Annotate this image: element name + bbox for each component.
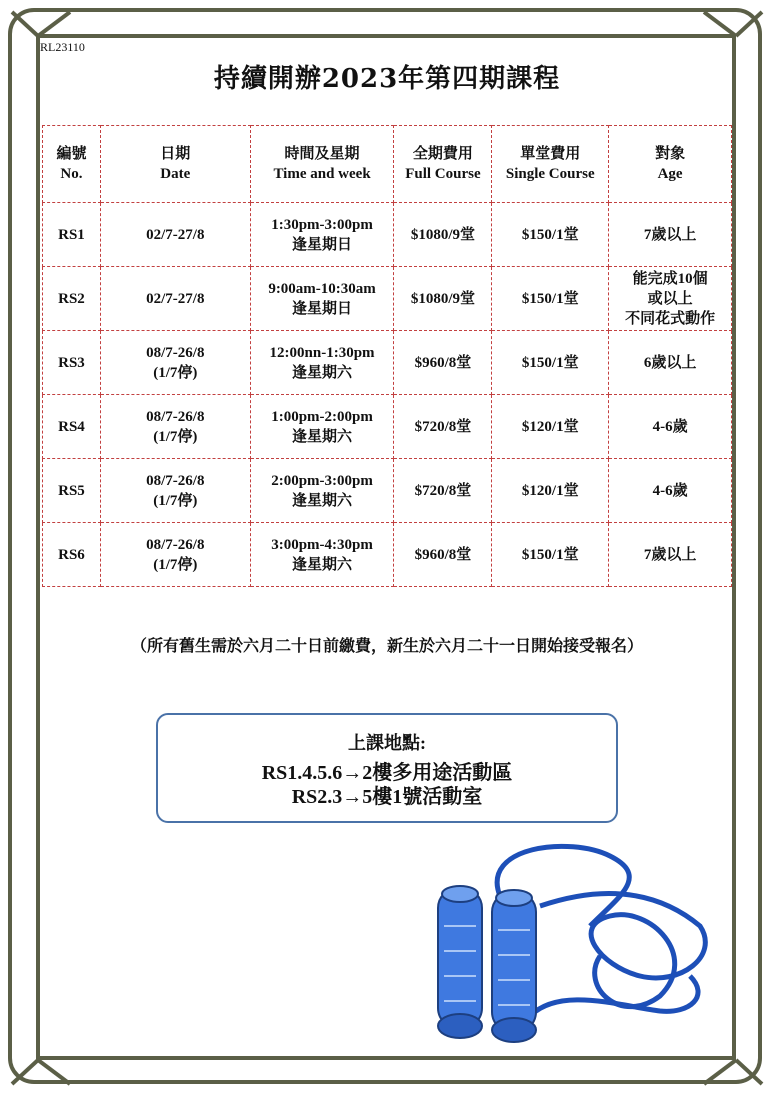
table-row: [43, 395, 732, 459]
cell-age: 7歲以上: [609, 523, 732, 587]
cell-single-course: $150/1堂: [492, 331, 609, 395]
cell-time: 2:00pm-3:00pm 逢星期六: [250, 459, 394, 523]
header-time: 時間及星期 Time and week: [250, 126, 394, 203]
cell-time: 3:00pm-4:30pm 逢星期六: [250, 523, 394, 587]
venue-line-1: RS1.4.5.6→2樓多用途活動區: [261, 762, 513, 784]
cell-time: 1:30pm-3:00pm 逢星期日: [250, 203, 394, 267]
table-row: [43, 203, 732, 267]
header-no: 編號 No.: [43, 126, 101, 203]
cell-single-course: $150/1堂: [492, 523, 609, 587]
header-single-course: 單堂費用 Single Course: [492, 126, 609, 203]
table-row: [43, 523, 732, 587]
cell-single-course: $150/1堂: [492, 267, 609, 331]
cell-full-course: $960/8堂: [394, 331, 492, 395]
table-row: [43, 331, 732, 395]
page-title: 持續開辦2023年第四期課程: [213, 64, 561, 94]
cell-full-course: $720/8堂: [394, 459, 492, 523]
cell-full-course: $960/8堂: [394, 523, 492, 587]
venue-line-2: RS2.3→5樓1號活動室: [291, 786, 483, 808]
cell-no: RS1: [43, 203, 101, 267]
cell-date: 02/7-27/8: [100, 267, 250, 331]
cell-date: 08/7-26/8 (1/7停): [100, 523, 250, 587]
cell-full-course: $720/8堂: [394, 395, 492, 459]
cell-no: RS5: [43, 459, 101, 523]
table-row: [43, 267, 732, 331]
cell-age: 能完成10個 或以上 不同花式動作: [609, 267, 732, 331]
cell-time: 12:00nn-1:30pm 逢星期六: [250, 331, 394, 395]
cell-single-course: $120/1堂: [492, 395, 609, 459]
document-code: RL23110: [40, 40, 85, 54]
cell-time: 1:00pm-2:00pm 逢星期六: [250, 395, 394, 459]
cell-no: RS4: [43, 395, 101, 459]
venue-heading: 上課地點:: [348, 733, 426, 753]
header-age: 對象 Age: [609, 126, 732, 203]
cell-age: 7歲以上: [609, 203, 732, 267]
registration-note: （所有舊生需於六月二十日前繳費，新生於六月二十一日開始接受報名）: [130, 636, 643, 655]
cell-age: 4-6歲: [609, 459, 732, 523]
cell-full-course: $1080/9堂: [394, 203, 492, 267]
cell-date: 08/7-26/8 (1/7停): [100, 331, 250, 395]
table-row: [43, 459, 732, 523]
cell-time: 9:00am-10:30am 逢星期日: [250, 267, 394, 331]
cell-single-course: $120/1堂: [492, 459, 609, 523]
cell-age: 4-6歲: [609, 395, 732, 459]
venue-box: [156, 713, 618, 823]
header-date: 日期 Date: [100, 126, 250, 203]
cell-single-course: $150/1堂: [492, 203, 609, 267]
course-table: [42, 125, 732, 587]
cell-date: 08/7-26/8 (1/7停): [100, 395, 250, 459]
table-header-row: [43, 126, 732, 203]
cell-full-course: $1080/9堂: [394, 267, 492, 331]
cell-no: RS6: [43, 523, 101, 587]
cell-age: 6歲以上: [609, 331, 732, 395]
cell-date: 08/7-26/8 (1/7停): [100, 459, 250, 523]
cell-date: 02/7-27/8: [100, 203, 250, 267]
cell-no: RS3: [43, 331, 101, 395]
jump-rope-illustration: [420, 836, 720, 1046]
header-full-course: 全期費用 Full Course: [394, 126, 492, 203]
cell-no: RS2: [43, 267, 101, 331]
